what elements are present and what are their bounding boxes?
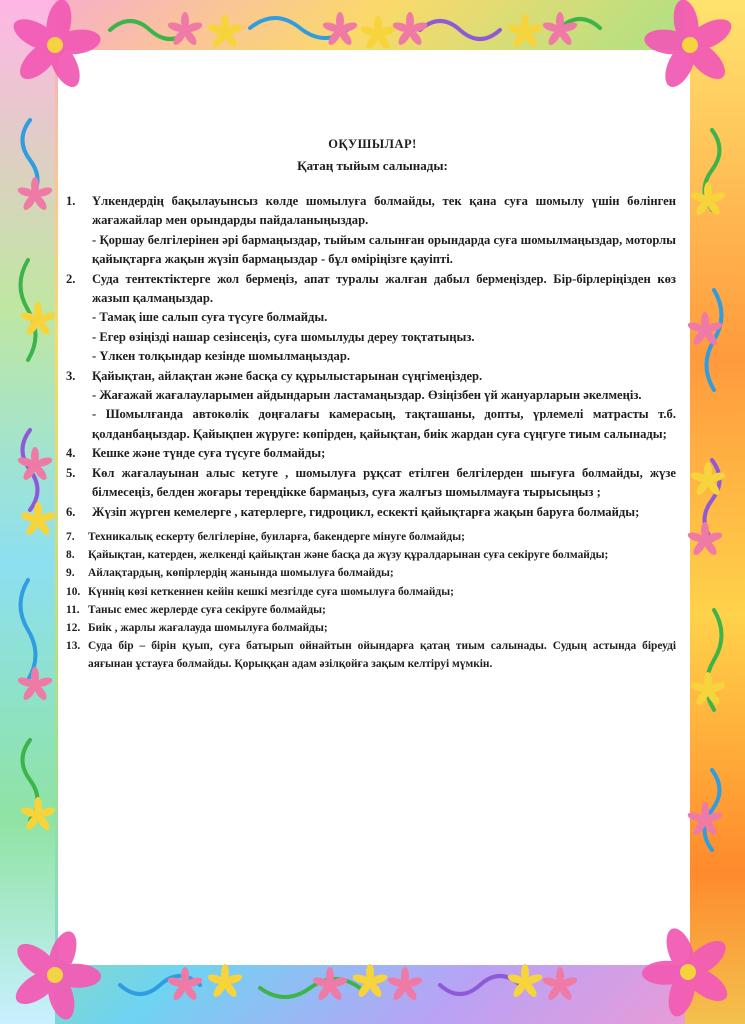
rule-subpoint: - Егер өзіңізді нашар сезінсеңіз, суға шомылуды дереу тоқтатыңыз.	[92, 329, 475, 344]
rule-subpoint: - Үлкен толқындар кезінде шомылмаңыздар.	[92, 349, 350, 364]
rule-item-small	[66, 619, 676, 637]
rule-text: Биік , жарлы жағалауда шомылуға болмайды;	[88, 621, 328, 634]
rule-number: 1.	[66, 194, 76, 208]
rule-text: Суда тентектіктерге жол бермеңіз, апат туралы жалған дабыл бермеңіздер. Бір-бірлеріңізден көз жазып қалмаңыздар.	[92, 271, 676, 306]
rule-text: Айлақтардың, көпірлердің жанында шомылуға болмайды;	[88, 567, 394, 580]
small-flowers-top	[167, 12, 579, 51]
rule-item-small	[66, 637, 676, 673]
rule-text: Техникалық ескерту белгілеріне, буиларға, бакендерге мінуге болмайды;	[88, 530, 465, 543]
rule-text: Кешке және түнде суға түсуге болмайды;	[92, 446, 326, 461]
rule-text: Үлкендердің бақылауынсыз көлде шомылуға болмайды, тек қана суға шомылу үшін бөлінген жағажайлар мен орындарды пайдаланыңыздар.	[92, 194, 676, 228]
rule-number: 7.	[66, 530, 75, 543]
rule-item-small	[66, 601, 676, 619]
rule-number: 5.	[66, 465, 76, 480]
page-title: ОҚУШЫЛАР!	[328, 137, 417, 151]
rule-item	[66, 270, 676, 367]
rule-item-small	[66, 546, 676, 564]
rule-text: Күннің көзі кеткеннен кейін кешкі мезгілде суға шомылуға болмайды;	[88, 585, 454, 598]
corner-flower-top-right	[635, 0, 744, 97]
rule-item	[66, 464, 676, 503]
rule-text: Суда бір – бірін қуып, суға батырып ойнайтын ойындарға қатаң тиым салынады. Судың астында біреуді аяғынан ұстауға болмайды. Қорыққан адам әзілқойға зақым келтіруі мүмкін.	[88, 640, 676, 671]
rule-text: Жүзіп жүрген кемелерге , катерлерге, гидроцикл, ескекті қайықтарға жақын баруға болмайды;	[92, 504, 640, 519]
rule-subpoint: - Тамақ іше салып суға түсуге болмайды.	[92, 310, 328, 325]
small-flowers-bottom	[167, 964, 579, 1002]
rule-text: Көл жағалауынан алыс кетуге , шомылуға рұқсат етілген белгілерден шығуға болмайды, жүзе білмесеңіз, белден жоғары тереңдікке бармаңыз, суға жалғыз шомылмауға тырысыңыз ;	[92, 465, 676, 500]
rule-number: 10.	[66, 585, 81, 598]
rule-number: 3.	[66, 368, 76, 383]
rule-text: Қайықтан, катерден, желкенді қайықтан және басқа да жүзу құралдарынан суға секіруге болмайды;	[88, 549, 609, 562]
rule-text: Қайықтан, айлақтан және басқа су құрылыстарынан сүңгімеңіздер.	[92, 368, 483, 383]
rule-number: 8.	[66, 549, 75, 562]
rule-item	[66, 367, 676, 445]
rule-subpoint: - Шомылғанда автокөлік доңғалағы камерасың, тақташаны, допты, үрлемелі матрасты т.б. қолданбаңыздар. Қайықпен жүруге: көпірден, қайықтан, биік жардан суға сүңгуге тиым салынады;	[92, 407, 676, 441]
rule-subpoint: - Жағажай жағалауларымен айдындарын ластамаңыздар. Өзіңізбен үй жануарларын әкелмеңіз.	[92, 388, 642, 403]
corner-flower-bottom-right	[628, 913, 745, 1024]
rule-number: 11.	[66, 603, 80, 616]
rule-number: 13.	[66, 640, 81, 653]
rule-number: 6.	[66, 504, 76, 519]
rule-subpoint: - Қоршау белгілерінен әрі бармаңыздар, тыйым салынған орындарда суға шомылмаңыздар, моторлы қайықтарға жақын жүзіп бармаңыздар - бұл өміріңізге қауіпті.	[92, 232, 676, 267]
rule-item-small	[66, 583, 676, 601]
rule-number: 9.	[66, 567, 75, 580]
rule-item-small	[66, 528, 676, 546]
rule-item-small	[66, 564, 676, 582]
rule-number: 12.	[66, 621, 81, 634]
rule-item	[66, 192, 676, 270]
rules-list	[66, 192, 676, 674]
rule-item	[66, 444, 676, 463]
rule-number: 2.	[66, 271, 76, 286]
rule-number: 4.	[66, 446, 76, 461]
rule-item	[66, 503, 676, 522]
rule-text: Таныс емес жерлерде суға секіруге болмайды;	[88, 603, 326, 616]
corner-flower-bottom-left	[0, 916, 115, 1024]
page-subtitle: Қатаң тыйым салынады:	[297, 158, 448, 173]
corner-flower-top-left	[1, 0, 110, 97]
